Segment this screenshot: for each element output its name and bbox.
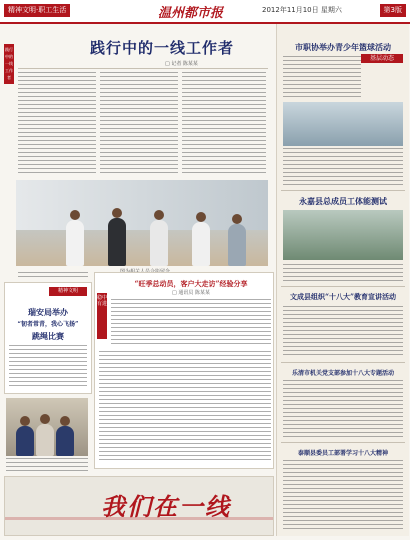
jump-rope-title-line-2: “韧者常青，我心飞扬” xyxy=(17,321,79,328)
sidebar-text-5 xyxy=(283,460,403,530)
section-label: 精神文明·职工生活 xyxy=(4,4,70,17)
sidebar-text-2 xyxy=(283,264,403,282)
sidebar-divider-1 xyxy=(281,190,405,191)
main-text-column-4 xyxy=(18,272,88,280)
peak-season-text-1 xyxy=(111,299,271,347)
issue-date: 2012年11月10日 星期六 xyxy=(262,6,342,14)
peak-season-story xyxy=(94,272,274,469)
page-header xyxy=(0,0,410,24)
sidebar-text-1b xyxy=(283,148,403,186)
sidebar-headline-4: 乐清市机关党支部参加十八大专题活动 xyxy=(291,370,394,377)
main-text-column-3 xyxy=(182,72,266,176)
sidebar-divider-2 xyxy=(281,286,405,287)
page-number: 第3版 xyxy=(380,4,406,17)
peak-season-headline: “旺季总动员，客户大走访”经验分享 xyxy=(134,279,248,288)
jump-rope-title-line-3: 跳绳比赛 xyxy=(32,331,64,341)
sidebar-divider-4 xyxy=(281,442,405,443)
main-divider xyxy=(18,68,268,69)
masthead: 温州都市报 xyxy=(158,6,224,21)
sidebar-text-4 xyxy=(283,380,403,438)
jump-rope-text xyxy=(9,345,87,389)
main-text-column-2 xyxy=(100,72,178,176)
sidebar-text-3 xyxy=(283,306,403,358)
sidebar-headline-2: 永嘉县总成员工体能测试 xyxy=(299,196,387,206)
sidebar-headline-1: 市职协举办青少年篮球活动 xyxy=(295,42,391,52)
sidebar-photo-2 xyxy=(283,210,403,260)
main-photo xyxy=(16,180,268,266)
sidebar-headline-3: 文成县组织“十八大”教育宣讲活动 xyxy=(289,292,397,301)
main-byline: □ 记者 陈某某 xyxy=(165,61,198,67)
banner-slogan: 我们在一线 xyxy=(101,492,231,521)
sidebar-photo-1 xyxy=(283,102,403,146)
main-article-tag: 践行中的一线工作者 xyxy=(4,44,14,84)
jump-rope-tag: 精神文明 xyxy=(49,287,87,296)
sidebar-news xyxy=(276,24,409,536)
jump-rope-title-line-1: 瑞安局举办 xyxy=(28,307,68,317)
sidebar-divider-3 xyxy=(281,362,405,363)
jump-rope-story xyxy=(4,282,92,394)
sidebar-headline-5: 泰顺县委员工部署学习十八大精神 xyxy=(297,450,388,457)
peak-season-tag: 稳中有进 xyxy=(97,293,107,339)
jump-rope-photo xyxy=(6,398,88,456)
peak-season-text-2 xyxy=(99,351,271,463)
main-headline: 践行中的一线工作者 xyxy=(89,39,234,57)
jump-rope-text-2 xyxy=(6,458,88,472)
main-text-column-1 xyxy=(18,72,96,176)
sidebar-text-1 xyxy=(283,56,361,100)
peak-season-byline: □ 通讯员 陈某某 xyxy=(172,290,210,296)
sidebar-tag: 基层动态 xyxy=(361,54,403,63)
bottom-banner xyxy=(4,476,274,536)
